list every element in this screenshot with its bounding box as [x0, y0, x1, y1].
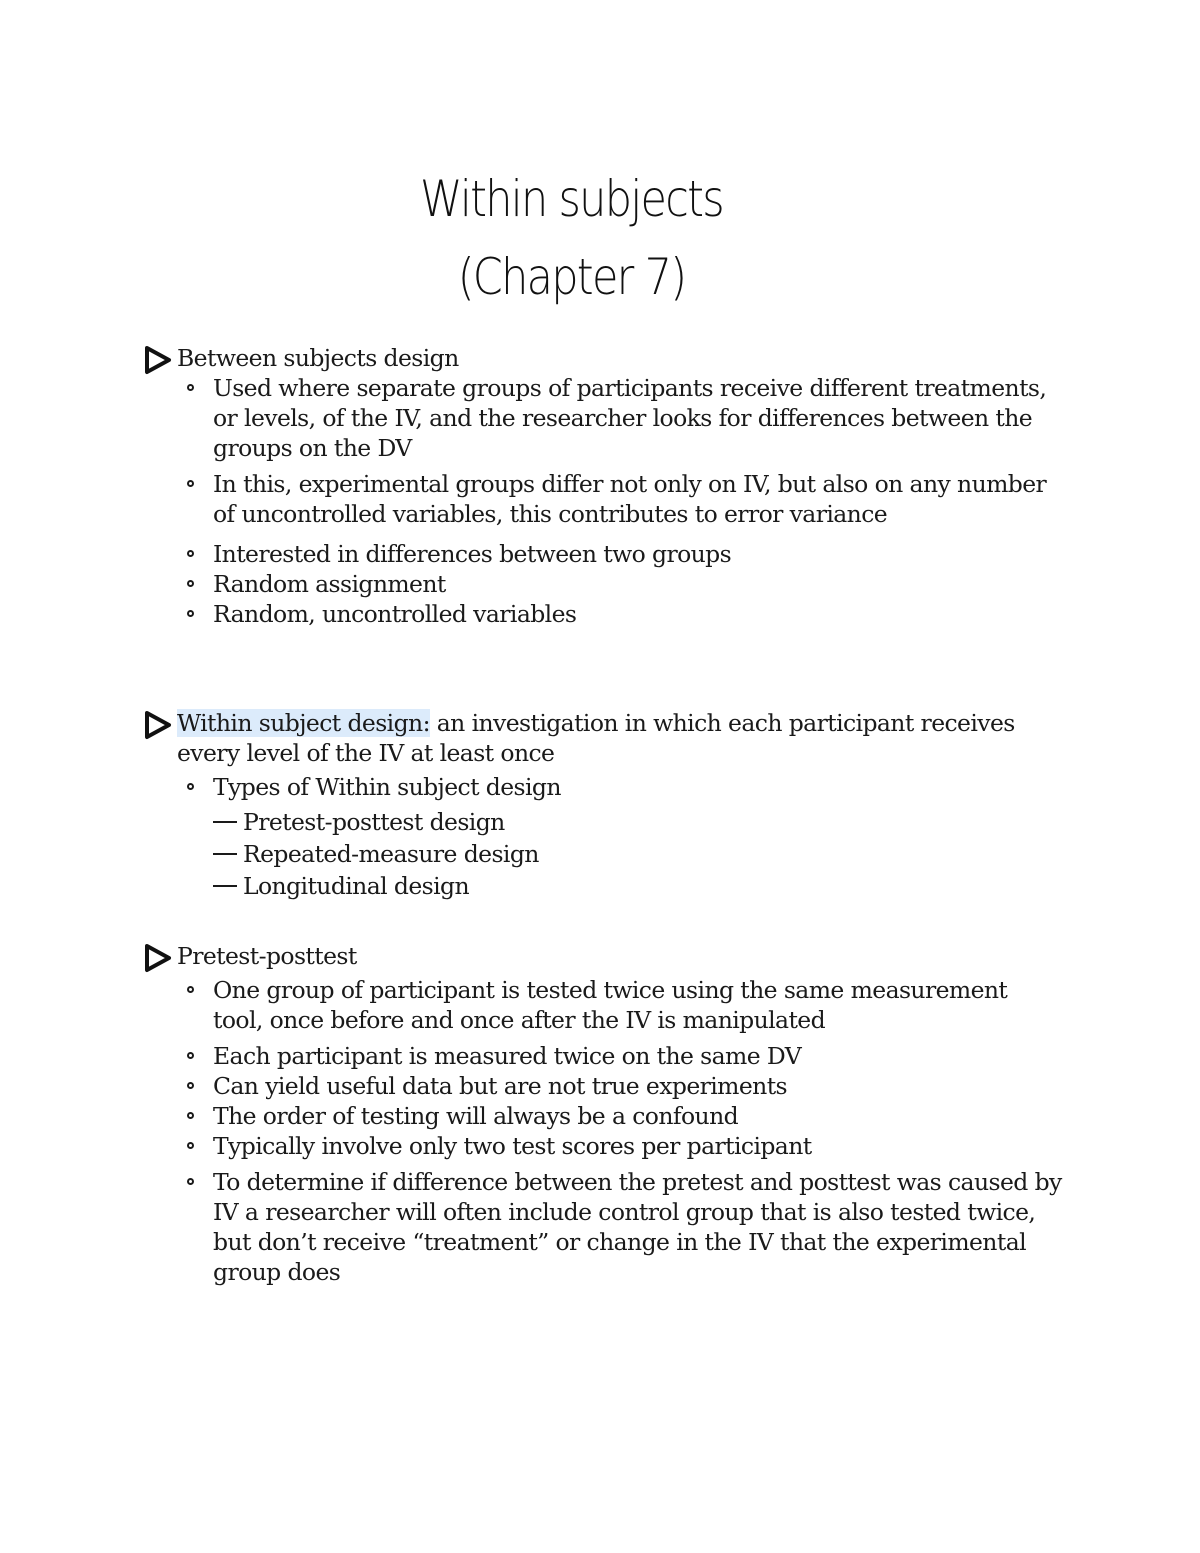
- list-item: Interested in differences between two groups: [143, 539, 1063, 569]
- circle-bullet-icon: [187, 1112, 194, 1119]
- list-item: Each participant is measured twice on the same DV: [143, 1041, 1063, 1071]
- dash-item: Repeated-measure design: [143, 838, 1063, 870]
- circle-bullet-icon: [187, 610, 194, 617]
- highlighted-term: Within subject design:: [177, 709, 430, 737]
- list-item: Random, uncontrolled variables: [143, 599, 1063, 629]
- circle-bullet-icon: [187, 550, 194, 557]
- circle-bullet-icon: [187, 1142, 194, 1149]
- title-line-1: Within subjects: [420, 170, 723, 228]
- heading-definition: an investigation in which each participant receives every level of the IV at least once: [177, 709, 1015, 767]
- dash-item: Pretest-posttest design: [143, 806, 1063, 838]
- circle-bullet-icon: [187, 1082, 194, 1089]
- circle-bullet-icon: [187, 783, 194, 790]
- triangle-bullet-icon: [143, 943, 173, 973]
- list-item: Random assignment: [143, 569, 1063, 599]
- circle-bullet-icon: [187, 480, 194, 487]
- dash-icon: [213, 853, 237, 855]
- dash-icon: [213, 885, 237, 887]
- circle-bullet-icon: [187, 580, 194, 587]
- dash-icon: [213, 821, 237, 823]
- list-item: To determine if difference between the pretest and posttest was caused by IV a researcher will often include control group that is also tested twice, but don’t receive “treatment” or change in the IV that the experimental group does: [143, 1167, 1063, 1287]
- circle-bullet-icon: [187, 1052, 194, 1059]
- circle-bullet-icon: [187, 986, 194, 993]
- list-item: Can yield useful data but are not true experiments: [143, 1071, 1063, 1101]
- heading-text: Between subjects design: [177, 344, 459, 372]
- circle-bullet-icon: [187, 384, 194, 391]
- triangle-bullet-icon: [143, 710, 173, 740]
- page-title: [0, 160, 1143, 316]
- list-item: The order of testing will always be a confound: [143, 1101, 1063, 1131]
- list-item: Typically involve only two test scores per participant: [143, 1131, 1063, 1161]
- list-item: Used where separate groups of participants receive different treatments, or levels, of the IV, and the researcher looks for differences between the groups on the DV: [143, 373, 1063, 463]
- title-line-2: (Chapter 7): [457, 248, 686, 306]
- section-between-subjects: [143, 343, 1063, 629]
- list-item: In this, experimental groups differ not only on IV, but also on any number of uncontrolled variables, this contributes to error variance: [143, 469, 1063, 529]
- section-heading: [143, 941, 1063, 971]
- triangle-bullet-icon: [143, 345, 173, 375]
- section-pretest-posttest: [143, 941, 1063, 1287]
- list-item: One group of participant is tested twice using the same measurement tool, once before and once after the IV is manipulated: [143, 975, 1063, 1035]
- section-heading: [143, 708, 1063, 768]
- heading-text: Pretest-posttest: [177, 942, 357, 970]
- section-heading: [143, 343, 1063, 373]
- circle-bullet-icon: [187, 1178, 194, 1185]
- section-within-subject: [143, 708, 1063, 902]
- dash-item: Longitudinal design: [143, 870, 1063, 902]
- list-item: Types of Within subject design: [143, 772, 1063, 802]
